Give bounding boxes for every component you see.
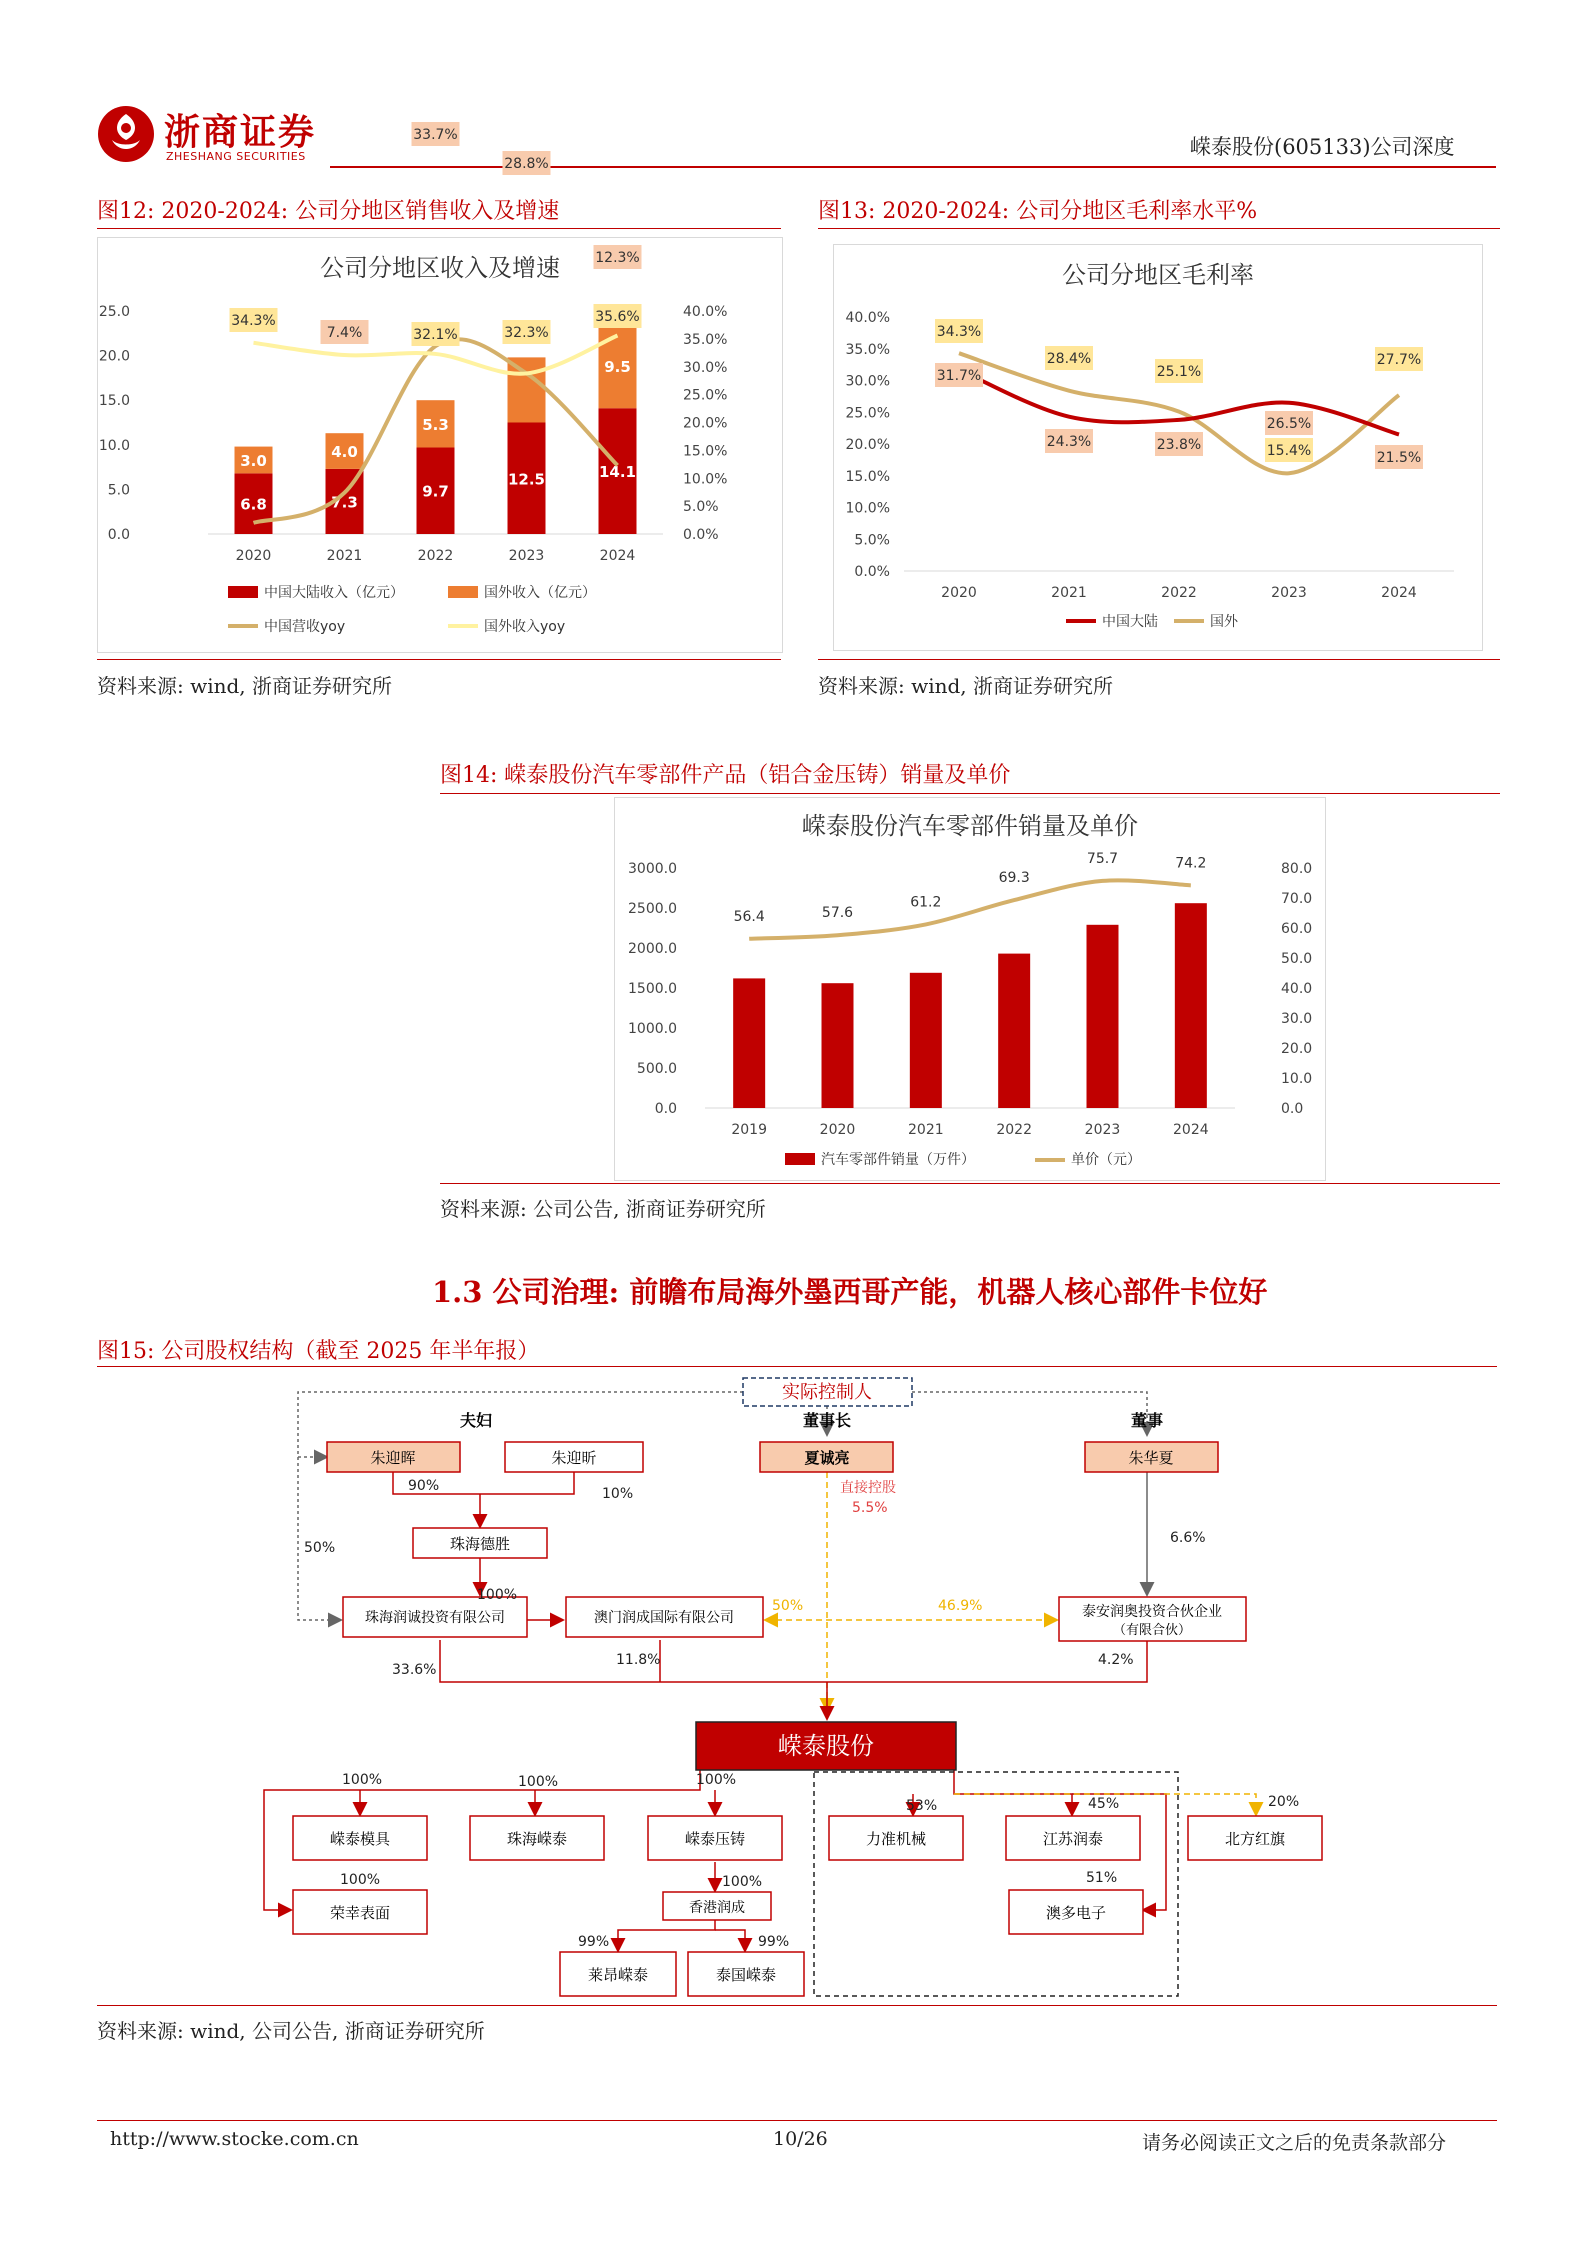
chart12-legend-overseas-yoy: 国外收入yoy [484, 619, 566, 635]
chart12-legend-overseas: 国外收入（亿元） [484, 585, 596, 601]
chart12-china-value-label: 12.5 [507, 470, 546, 489]
chart14-bar-volume [822, 983, 854, 1108]
svg-text:珠海德胜: 珠海德胜 [449, 1535, 511, 1553]
chart12-right-tick: 20.0% [683, 415, 728, 432]
fig12-source: 资料来源: wind, 浙商证券研究所 [97, 674, 393, 698]
svg-text:朱迎昕: 朱迎昕 [551, 1449, 597, 1467]
chart12-legend-swatch-china [228, 586, 258, 598]
pct-zhu-yingxin: 10% [602, 1486, 634, 1502]
svg-text:嵘泰模具: 嵘泰模具 [329, 1830, 391, 1848]
chart14-right-tick: 50.0 [1281, 951, 1313, 967]
node-jiangsu-runtai [1006, 1816, 1140, 1860]
direct-hold-label: 直接控股 [840, 1480, 896, 1496]
pct-zhuhai-rongtai: 100% [518, 1774, 559, 1790]
svg-text:澳多电子: 澳多电子 [1045, 1904, 1107, 1922]
chart12-overseas-value-label: 4.0 [331, 443, 358, 462]
chart14-right-tick: 80.0 [1281, 861, 1313, 877]
chart14-right-tick: 70.0 [1281, 891, 1313, 907]
node-company [696, 1722, 956, 1770]
chart12-right-tick: 15.0% [683, 443, 728, 460]
chart12-overseas-yoy-label: 32.1% [413, 327, 458, 343]
chart13-overseas-label: 15.4% [1266, 443, 1312, 459]
chart12-left-tick: 15.0 [98, 393, 130, 410]
pct-controller-runcheng: 50% [304, 1540, 336, 1556]
chart12-title: 公司分地区收入及增速 [320, 254, 560, 282]
svg-text:朱迎晖: 朱迎晖 [370, 1449, 416, 1467]
chart14-price-label: 61.2 [910, 894, 942, 911]
fig14-chart [615, 798, 1325, 1180]
node-zhu-yinghui [327, 1442, 460, 1472]
pct-beifang-hongqi: 20% [1268, 1794, 1300, 1810]
chart13-overseas-label: 34.3% [936, 324, 982, 340]
node-zhuhai-desheng [413, 1528, 547, 1558]
chart12-legend-china-yoy: 中国营收yoy [264, 619, 346, 635]
chart12-bar-overseas [508, 357, 546, 422]
chart14-bar-volume [910, 973, 942, 1108]
node-zhuhai-rongtai [470, 1816, 604, 1860]
pct-laiang: 99% [578, 1934, 610, 1950]
svg-text:泰安润奥投资合伙企业: 泰安润奥投资合伙企业 [1082, 1604, 1222, 1620]
node-zhu-huaxia [1085, 1442, 1218, 1472]
svg-text:珠海润诚投资有限公司: 珠海润诚投资有限公司 [365, 1610, 505, 1626]
chart13-category-label: 2022 [1161, 585, 1197, 601]
pct-mould: 100% [342, 1772, 383, 1788]
chart13-category-label: 2020 [941, 585, 977, 601]
chart12-china-value-label: 14.1 [598, 463, 637, 482]
chart12-china-value-label: 9.7 [422, 482, 449, 501]
chart12-right-tick: 35.0% [683, 331, 728, 348]
chart13-y-tick: 15.0% [845, 468, 890, 485]
fig14-title-rule [440, 793, 1500, 794]
chart14-right-tick: 30.0 [1281, 1011, 1313, 1027]
chart12-right-tick: 0.0% [683, 527, 719, 543]
fig13-chart [834, 245, 1482, 650]
chart12-category-label: 2022 [417, 548, 454, 564]
pct-thailand: 99% [758, 1934, 790, 1950]
chart14-legend-swatch-volume [785, 1153, 815, 1165]
svg-text:泰国嵘泰: 泰国嵘泰 [715, 1966, 777, 1984]
chart13-y-tick: 20.0% [845, 437, 890, 453]
fig14-source: 资料来源: 公司公告, 浙商证券研究所 [440, 1197, 766, 1221]
chart13-y-tick: 30.0% [845, 373, 890, 390]
node-laiang [560, 1952, 676, 1996]
chart12-legend-swatch-overseas [448, 586, 478, 598]
zheshang-logo-icon [96, 104, 156, 164]
svg-text:江苏润泰: 江苏润泰 [1042, 1830, 1104, 1848]
fig15-title-rule [97, 1366, 1497, 1367]
node-lizhun [829, 1816, 963, 1860]
svg-text:荣幸表面: 荣幸表面 [329, 1904, 391, 1922]
node-rongxing [293, 1890, 427, 1934]
chart12-overseas-value-label: 9.5 [604, 357, 631, 376]
pct-taian-company: 4.2% [1098, 1652, 1134, 1668]
chart14-category-label: 2020 [819, 1122, 856, 1138]
chart12-overseas-yoy-label: 32.3% [504, 325, 549, 341]
svg-text:夏诚亮: 夏诚亮 [804, 1449, 850, 1467]
node-thailand [688, 1952, 804, 1996]
chart14-left-tick: 3000.0 [628, 861, 677, 877]
chart14-right-tick: 40.0 [1281, 981, 1313, 997]
chart14-price-label: 57.6 [821, 905, 854, 922]
chart13-category-label: 2021 [1051, 585, 1087, 601]
chart13-y-tick: 25.0% [845, 405, 890, 422]
chart13-overseas-label: 27.7% [1376, 352, 1422, 368]
pct-zhu-yinghui: 90% [408, 1478, 440, 1494]
chart12-left-tick: 25.0 [98, 304, 130, 320]
pct-jiangsu-runtai: 45% [1088, 1796, 1120, 1812]
fig14-title: 图14: 嵘泰股份汽车零部件产品（铝合金压铸）销量及单价 [440, 763, 1011, 788]
chart14-category-label: 2019 [731, 1122, 767, 1138]
node-zhuhai-runcheng [343, 1597, 527, 1637]
chart12-right-tick: 40.0% [683, 304, 728, 320]
chart14-right-tick: 0.0 [1281, 1101, 1304, 1117]
chart14-right-tick: 20.0 [1281, 1041, 1313, 1057]
chart12-right-tick: 30.0% [683, 359, 728, 376]
chart14-legend-price: 单价（元） [1071, 1152, 1141, 1168]
chart12-overseas-value-label: 5.3 [422, 415, 449, 434]
node-beifang-hongqi [1188, 1816, 1322, 1860]
pct-hk-runcheng: 100% [722, 1874, 763, 1890]
chart14-left-tick: 0.0 [654, 1101, 677, 1117]
fig12-title: 图12: 2020-2024: 公司分地区销售收入及增速 [97, 199, 560, 224]
couple-label: 夫妇 [459, 1411, 493, 1430]
chart12-right-tick: 5.0% [683, 499, 719, 516]
node-die-casting [648, 1816, 782, 1860]
pct-rongxing: 100% [340, 1872, 381, 1888]
svg-text:莱昂嵘泰: 莱昂嵘泰 [587, 1966, 649, 1984]
chart14-price-label: 56.4 [733, 908, 765, 925]
fig12-source-rule [97, 659, 781, 660]
chart13-overseas-label: 25.1% [1156, 364, 1202, 380]
chart12-left-tick: 20.0 [98, 348, 130, 365]
node-mould [293, 1816, 427, 1860]
actual-controller-label: 实际控制人 [782, 1382, 872, 1403]
chart12-overseas-value-label: 3.0 [240, 451, 267, 470]
chart13-title: 公司分地区毛利率 [1062, 261, 1254, 289]
fig13-source-rule [818, 659, 1500, 660]
chart12-china-value-label: 6.8 [240, 495, 267, 514]
fig14-source-rule [440, 1183, 1500, 1184]
director-label: 董事 [1130, 1411, 1164, 1430]
chart13-china-label: 23.8% [1156, 437, 1202, 453]
chart12-category-label: 2021 [326, 548, 363, 564]
footer-rule [97, 2120, 1497, 2121]
chart14-right-tick: 10.0 [1281, 1071, 1313, 1087]
chairman-label: 董事长 [802, 1411, 852, 1430]
chart12-category-label: 2020 [235, 548, 272, 564]
chart13-category-label: 2023 [1271, 585, 1307, 601]
svg-text:北方红旗: 北方红旗 [1224, 1830, 1286, 1848]
node-aoduo [1009, 1890, 1143, 1934]
fig15-source-rule [97, 2005, 1497, 2006]
chart14-left-tick: 1500.0 [628, 981, 677, 997]
brand-name-cn: 浙商证券 [164, 111, 317, 153]
pct-macau-50: 50% [772, 1598, 804, 1614]
chart13-y-tick: 40.0% [845, 310, 890, 326]
chart12-china-yoy-label: 12.3% [595, 250, 640, 266]
chart13-china-label: 31.7% [936, 368, 982, 384]
pct-macau-company: 11.8% [616, 1652, 661, 1668]
svg-text:香港润成: 香港润成 [689, 1900, 745, 1916]
fig15-source: 资料来源: wind, 公司公告, 浙商证券研究所 [97, 2019, 485, 2043]
svg-text:嵘泰压铸: 嵘泰压铸 [684, 1830, 746, 1848]
chart13-y-tick: 0.0% [854, 564, 890, 580]
chart12-category-label: 2023 [508, 548, 545, 564]
chart14-right-tick: 60.0 [1281, 921, 1313, 937]
chart12-overseas-yoy-label: 34.3% [231, 313, 276, 329]
brand-name-en: ZHESHANG SECURITIES [166, 150, 306, 163]
ownership-structure-diagram [0, 1370, 1588, 2010]
svg-text:嵘泰股份: 嵘泰股份 [778, 1732, 874, 1760]
chart12-china-yoy-label: 33.7% [413, 127, 458, 143]
chart13-china-label: 24.3% [1046, 434, 1092, 450]
fig14-chart-frame [614, 797, 1326, 1181]
chart13-y-tick: 5.0% [854, 532, 890, 549]
chart14-title: 嵘泰股份汽车零部件销量及单价 [802, 812, 1138, 840]
chart14-left-tick: 500.0 [636, 1061, 677, 1077]
fig15-title: 图15: 公司股权结构（截至 2025 年半年报） [97, 1339, 540, 1364]
pct-lizhun: 53% [906, 1798, 938, 1814]
footer-url: http://www.stocke.com.cn [110, 2128, 359, 2150]
chart14-line-price [749, 880, 1191, 938]
chart12-china-yoy-label: 7.4% [326, 325, 363, 341]
pct-desheng-runcheng: 100% [477, 1587, 518, 1603]
chart14-bar-volume [1087, 925, 1119, 1108]
chart13-overseas-label: 28.4% [1046, 351, 1092, 367]
chart13-legend-overseas: 国外 [1210, 614, 1238, 630]
pct-xia-direct: 5.5% [852, 1500, 888, 1516]
chart14-price-label: 74.2 [1175, 855, 1207, 872]
section-heading: 1.3 公司治理: 前瞻布局海外墨西哥产能，机器人核心部件卡位好 [432, 1275, 1268, 1309]
node-xia-chengliang [760, 1442, 893, 1472]
chart13-china-label: 26.5% [1266, 416, 1312, 432]
chart14-legend-volume: 汽车零部件销量（万件） [821, 1152, 975, 1168]
report-title: 嵘泰股份(605133)公司深度 [1190, 135, 1455, 159]
node-zhu-yingxin [505, 1442, 643, 1472]
chart13-legend-china: 中国大陆 [1102, 614, 1158, 630]
chart13-y-tick: 35.0% [845, 341, 890, 358]
chart14-left-tick: 2500.0 [628, 901, 677, 917]
chart14-category-label: 2022 [996, 1122, 1032, 1138]
chart12-left-tick: 10.0 [98, 437, 130, 454]
chart12-right-tick: 25.0% [683, 387, 728, 404]
pct-aoduo: 51% [1086, 1870, 1118, 1886]
chart12-left-tick: 0.0 [107, 527, 130, 543]
chart12-china-value-label: 7.3 [331, 493, 358, 512]
chart13-china-label: 21.5% [1376, 450, 1422, 466]
node-actual-controller [743, 1378, 912, 1406]
pct-runcheng-company: 33.6% [392, 1662, 437, 1678]
chart14-category-label: 2024 [1173, 1122, 1209, 1138]
chart14-left-tick: 1000.0 [628, 1021, 677, 1037]
chart13-y-tick: 10.0% [845, 500, 890, 517]
pct-huaxia-taian: 6.6% [1170, 1530, 1206, 1546]
svg-text:力准机械: 力准机械 [865, 1830, 927, 1848]
fig13-chart-frame [833, 244, 1483, 651]
pct-die-casting: 100% [696, 1772, 737, 1788]
node-hk-runcheng [663, 1892, 771, 1920]
node-taian-runao [1059, 1597, 1246, 1641]
chart13-category-label: 2024 [1381, 585, 1417, 601]
chart14-category-label: 2021 [908, 1122, 944, 1138]
chart14-bar-volume [998, 954, 1030, 1108]
chart14-price-label: 75.7 [1086, 850, 1119, 867]
footer-disclaimer: 请务必阅读正文之后的免责条款部分 [1142, 2132, 1447, 2154]
svg-text:澳门润成国际有限公司: 澳门润成国际有限公司 [594, 1610, 734, 1626]
pct-taian-46: 46.9% [938, 1598, 983, 1614]
footer-page-number: 10/26 [773, 2128, 828, 2150]
fig13-source: 资料来源: wind, 浙商证券研究所 [818, 674, 1114, 698]
chart12-overseas-yoy-label: 35.6% [595, 309, 640, 325]
fig12-title-rule [97, 228, 781, 229]
chart14-price-label: 69.3 [998, 870, 1030, 887]
svg-text:（有限合伙）: （有限合伙） [1112, 1623, 1192, 1638]
svg-text:珠海嵘泰: 珠海嵘泰 [506, 1830, 568, 1848]
chart14-bar-volume [733, 978, 765, 1108]
node-macau-runcheng [566, 1597, 763, 1637]
chart14-left-tick: 2000.0 [628, 941, 677, 957]
svg-text:朱华夏: 朱华夏 [1128, 1449, 1174, 1467]
chart12-category-label: 2024 [599, 548, 636, 564]
chart12-china-yoy-label: 28.8% [504, 156, 549, 172]
chart12-right-tick: 10.0% [683, 471, 728, 488]
chart14-bar-volume [1175, 903, 1207, 1108]
fig13-title: 图13: 2020-2024: 公司分地区毛利率水平% [818, 199, 1258, 224]
chart12-legend-china: 中国大陆收入（亿元） [264, 585, 404, 601]
fig13-title-rule [818, 228, 1500, 229]
chart12-left-tick: 5.0 [107, 482, 130, 499]
chart14-category-label: 2023 [1084, 1122, 1121, 1138]
